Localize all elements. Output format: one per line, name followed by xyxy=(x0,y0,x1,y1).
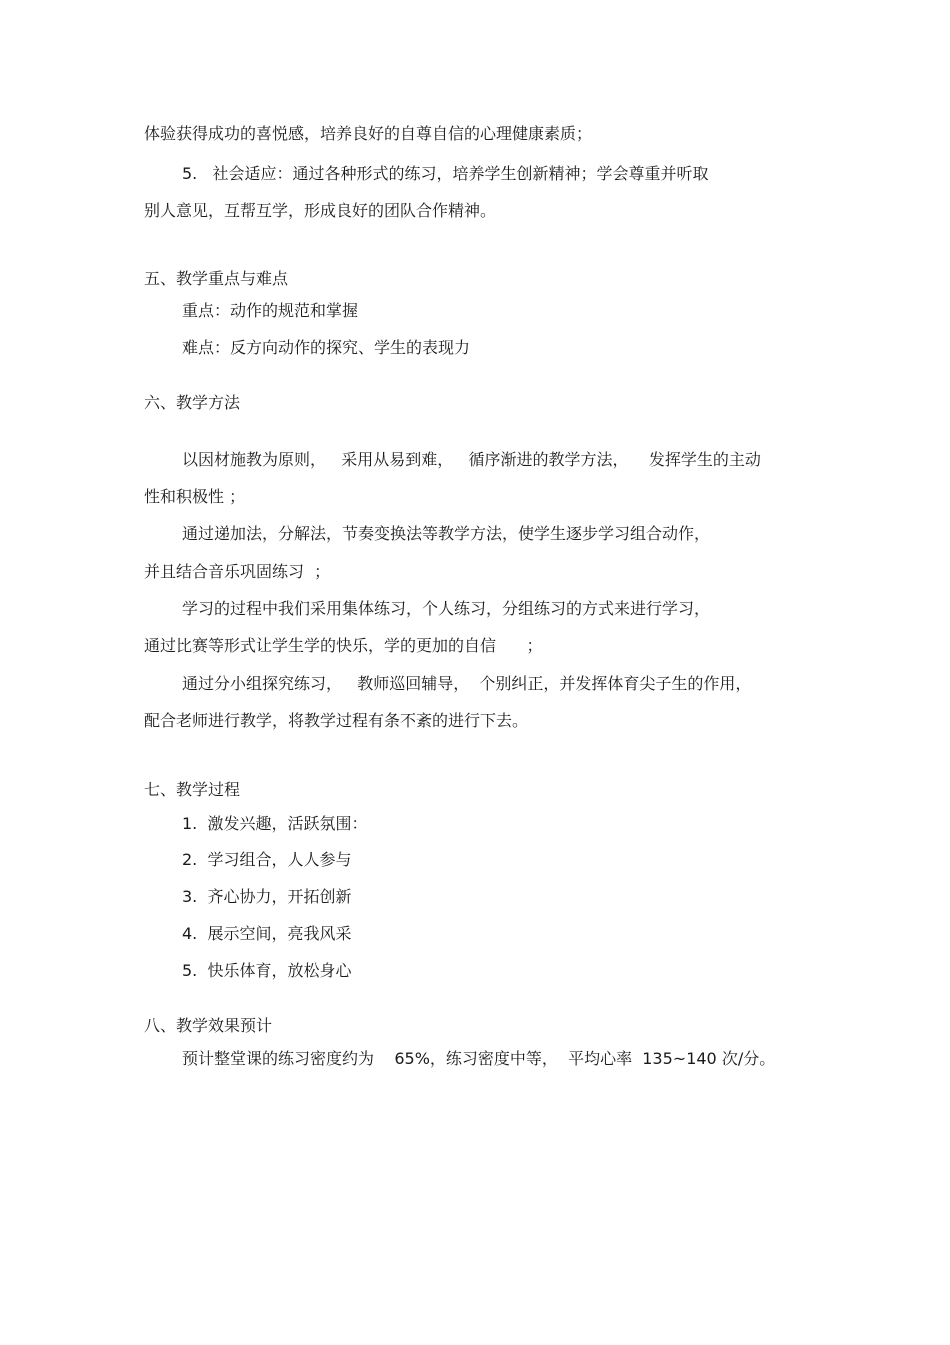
process-item-3: 3. 齐心协力，开拓创新 xyxy=(182,887,352,906)
section-7-heading: 七、教学过程 xyxy=(144,780,241,799)
method-paragraph-4: 通过分小组探究练习， 教师巡回辅导， 个别纠正，并发挥体育尖子生的作用， xyxy=(182,674,752,693)
method-paragraph-3-continued: 通过比赛等形式让学生学的快乐，学的更加的自信 ； xyxy=(144,636,543,655)
method-paragraph-2: 通过递加法，分解法，节奏变换法等教学方法，使学生逐步学习组合动作， xyxy=(182,524,711,543)
process-item-4: 4. 展示空间，亮我风采 xyxy=(182,924,352,943)
objective-item-5: 5. 社会适应：通过各种形式的练习，培养学生创新精神；学会尊重并听取 xyxy=(182,164,709,183)
process-item-5: 5. 快乐体育，放松身心 xyxy=(182,961,352,980)
method-paragraph-2-continued: 并且结合音乐巩固练习 ； xyxy=(144,562,331,581)
method-paragraph-1-continued: 性和积极性 ； xyxy=(144,487,246,506)
section-5-heading: 五、教学重点与难点 xyxy=(144,269,289,288)
method-paragraph-4-continued: 配合老师进行教学，将教学过程有条不紊的进行下去。 xyxy=(144,711,529,730)
process-item-1: 1. 激发兴趣，活跃氛围： xyxy=(182,814,368,833)
key-point: 重点：动作的规范和掌握 xyxy=(182,301,359,320)
section-6-heading: 六、教学方法 xyxy=(144,393,241,412)
difficulty-point: 难点：反方向动作的探究、学生的表现力 xyxy=(182,338,471,357)
section-8-heading: 八、教学效果预计 xyxy=(144,1016,273,1035)
method-paragraph-1: 以因材施教为原则， 采用从易到难， 循序渐进的教学方法， 发挥学生的主动 xyxy=(182,450,761,469)
process-item-2: 2. 学习组合，人人参与 xyxy=(182,850,352,869)
objective-item-5-continued: 别人意见，互帮互学，形成良好的团队合作精神。 xyxy=(144,201,497,220)
intro-line: 体验获得成功的喜悦感，培养良好的自尊自信的心理健康素质； xyxy=(144,124,593,143)
expected-effect-text: 预计整堂课的练习密度约为 65%，练习密度中等， 平均心率 135~140 次/分。 xyxy=(182,1049,776,1068)
method-paragraph-3: 学习的过程中我们采用集体练习，个人练习，分组练习的方式来进行学习， xyxy=(182,599,711,618)
